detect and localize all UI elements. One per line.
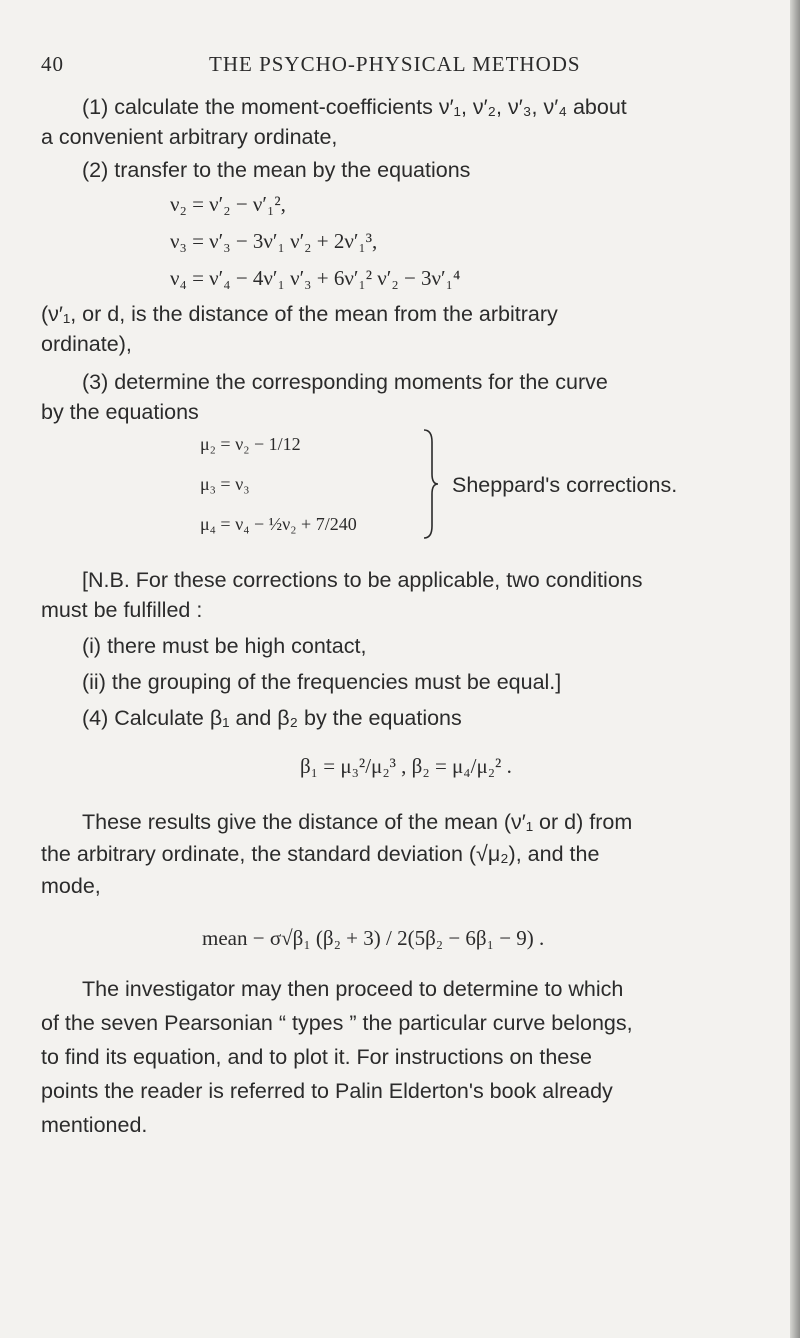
equation-nu4: ν₄ = ν′₄ − 4ν′₁ ν′₃ + 6ν′₁² ν′₂ − 3ν′₁⁴ <box>170 266 461 290</box>
condition-i: (i) there must be high contact, <box>82 634 367 658</box>
page-number: 40 <box>41 52 64 76</box>
equation-nu3: ν₃ = ν′₃ − 3ν′₁ ν′₂ + 2ν′₁³, <box>170 229 378 253</box>
results-line3: mode, <box>41 874 101 898</box>
final-line1: The investigator may then proceed to determine to which <box>82 977 624 1001</box>
step4-line: (4) Calculate β₁ and β₂ by the equations <box>82 706 462 730</box>
final-line4: points the reader is referred to Palin Elderton's book already <box>41 1079 613 1103</box>
book-spine-edge <box>790 0 800 1338</box>
equation-mu4: μ₄ = ν₄ − ½ν₂ + 7/240 <box>200 514 357 534</box>
final-line2: of the seven Pearsonian “ types ” the particular curve belongs, <box>41 1011 633 1035</box>
sheppard-label: Sheppard's corrections. <box>452 473 678 497</box>
right-brace <box>422 428 440 540</box>
condition-ii: (ii) the grouping of the frequencies must be equal.] <box>82 670 562 694</box>
paren-line2: ordinate), <box>41 332 132 356</box>
step1-line2: a convenient arbitrary ordinate, <box>41 125 338 149</box>
step3-line2: by the equations <box>41 400 199 424</box>
results-line1: These results give the distance of the mean (ν′₁ or d) from <box>82 810 633 834</box>
running-header <box>41 52 710 82</box>
paren-line1: (ν′₁, or d, is the distance of the mean from the arbitrary <box>41 302 558 326</box>
nb-line2: must be fulfilled : <box>41 598 203 622</box>
step2-line1: (2) transfer to the mean by the equations <box>82 158 471 182</box>
results-line2: the arbitrary ordinate, the standard deviation (√μ₂), and the <box>41 842 600 866</box>
equation-mu3: μ₃ = ν₃ <box>200 474 250 494</box>
running-title: THE PSYCHO-PHYSICAL METHODS <box>209 52 581 76</box>
equation-beta: β₁ = μ₃²/μ₂³ , β₂ = μ₄/μ₂² . <box>300 754 512 778</box>
nb-line1: [N.B. For these corrections to be applicable, two conditions <box>82 568 643 592</box>
step3-line1: (3) determine the corresponding moments for the curve <box>82 370 608 394</box>
equation-mu2: μ₂ = ν₂ − 1/12 <box>200 434 301 454</box>
step1-line1: (1) calculate the moment-coefficients ν′₁, ν′₂, ν′₃, ν′₄ about <box>82 95 627 119</box>
final-line5: mentioned. <box>41 1113 148 1137</box>
final-line3: to find its equation, and to plot it. For instructions on these <box>41 1045 592 1069</box>
equation-nu2: ν₂ = ν′₂ − ν′₁², <box>170 192 286 216</box>
equation-mode: mean − σ√β₁ (β₂ + 3) / 2(5β₂ − 6β₁ − 9) . <box>202 926 545 950</box>
